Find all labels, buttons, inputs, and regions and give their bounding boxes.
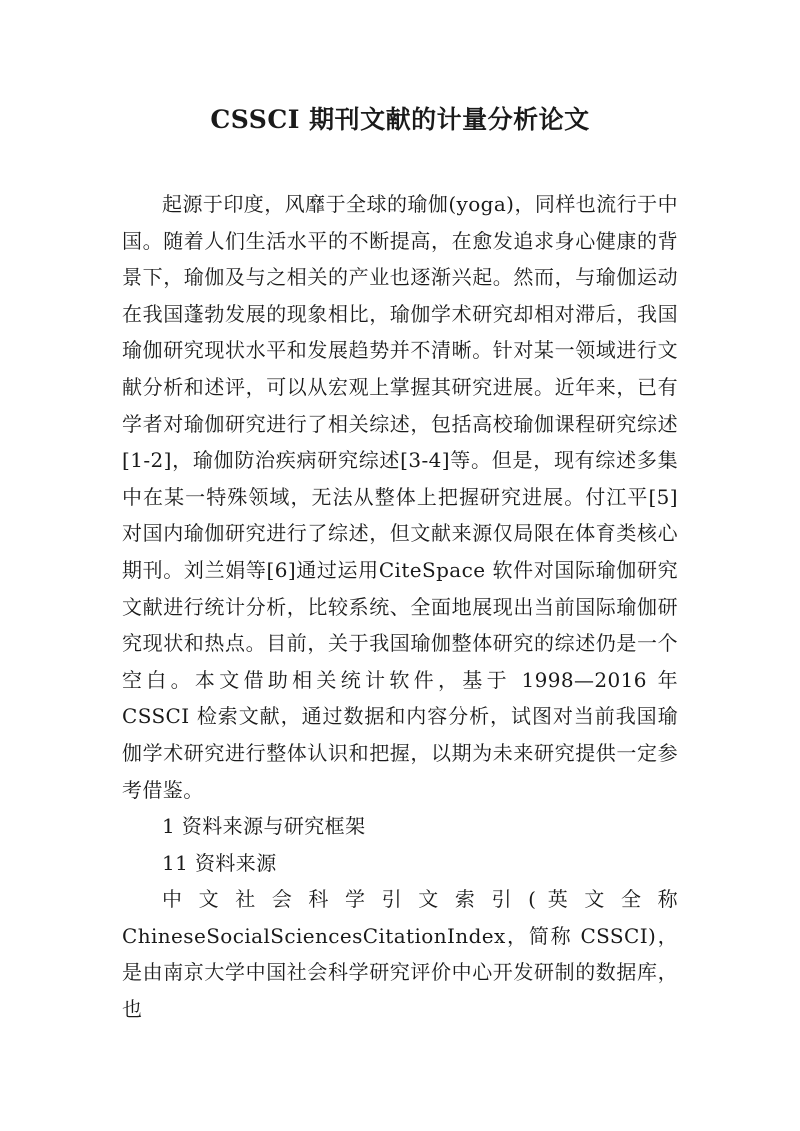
section-heading-1-1: 11 资料来源 <box>162 850 277 875</box>
document-body <box>122 186 678 1028</box>
paragraph-cssci <box>122 881 678 1027</box>
section-heading-1: 1 资料来源与研究框架 <box>162 814 366 839</box>
paragraph-cssci-rest: ChineseSocialSciencesCitationIndex，简称 CSSCI)，是由南京大学中国社会科学研究评价中心开发研制的数据库，也 <box>122 923 678 1022</box>
paragraph-intro: 起源于印度，风靡于全球的瑜伽(yoga)，同样也流行于中国。随着人们生活水平的不断提高，在愈发追求身心健康的背景下，瑜伽及与之相关的产业也逐渐兴起。然而，与瑜伽运动在我国蓬勃发展的现象相比，瑜伽学术研究却相对滞后，我国瑜伽研究现状水平和发展趋势并不清晰。针对某一领域进行文献分析和述评，可以从宏观上掌握其研究进展。近年来，已有学者对瑜伽研究进行了相关综述，包括高校瑜伽课程研究综述[1-2]，瑜伽防治疾病研究综述[3-4]等。但是，现有综述多集中在某一特殊领域，无法从整体上把握研究进展。付江平[5]对国内瑜伽研究进行了综述，但文献来源仅局限在体育类核心期刊。刘兰娟等[6]通过运用CiteSpace 软件对国际瑜伽研究文献进行统计分析，比较系统、全面地展现出当前国际瑜伽研究现状和热点。目前，关于我国瑜伽整体研究的综述仍是一个空白。本文借助相关统计软件，基于 1998—2016 年 CSSCI 检索文献，通过数据和内容分析，试图对当前我国瑜伽学术研究进行整体认识和把握，以期为未来研究提供一定参考借鉴。 <box>122 192 678 802</box>
paragraph-cssci-line1: 中 文 社 会 科 学 引 文 索 引 ( 英 文 全 称 <box>162 887 678 912</box>
document-title: CSSCI 期刊文献的计量分析论文 <box>210 105 590 134</box>
